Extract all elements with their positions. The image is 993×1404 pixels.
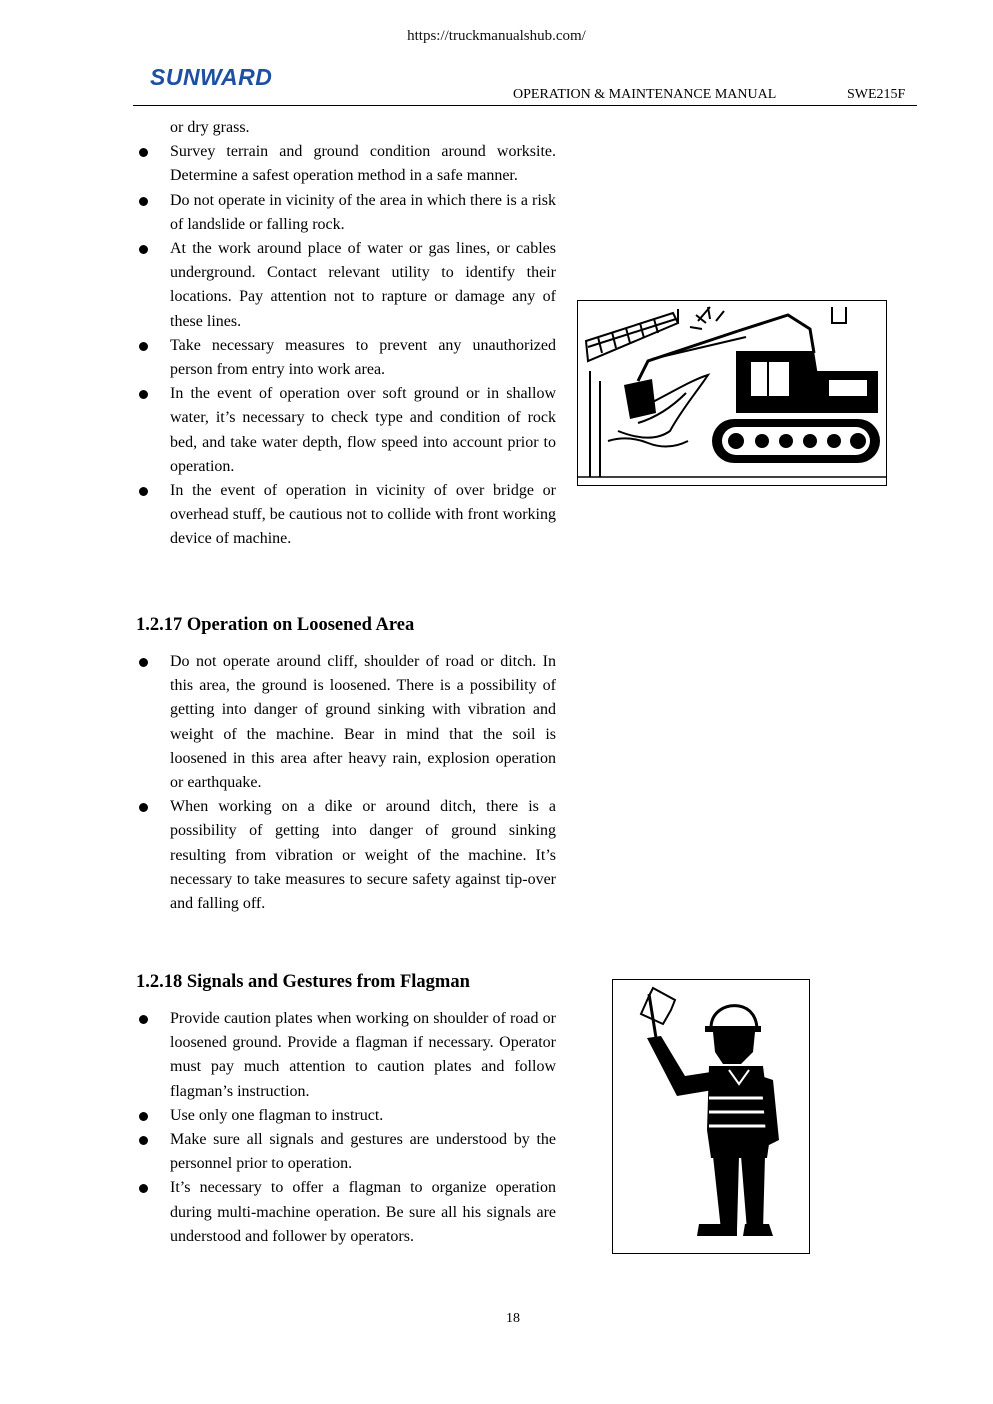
- section-1218-body: [136, 1007, 556, 1249]
- intro-bullet-list: [136, 140, 556, 551]
- bullet-item: In the event of operation over soft ground or in shallow water, it’s necessary to check type and condition of rock bed, and take water depth, flow speed into account prior to operation.: [136, 382, 556, 479]
- bullet-item: Do not operate around cliff, shoulder of road or ditch. In this area, the ground is loosened. There is a possibility of getting into danger of ground sinking with vibration and weight of the machine. Bear in mind that the soil is loosened in this area after heavy rain, explosion operation or earthquake.: [136, 650, 556, 795]
- bullet-item: Use only one flagman to instruct.: [136, 1104, 556, 1128]
- bullet-item: In the event of operation in vicinity of over bridge or overhead stuff, be cautious not to collide with front working device of machine.: [136, 479, 556, 552]
- excavator-drawing: [578, 301, 886, 485]
- page-number: 18: [506, 1311, 520, 1326]
- source-url: https://truckmanualshub.com/: [407, 28, 586, 44]
- bullet-item: It’s necessary to offer a flagman to organize operation during multi-machine operation. Be sure all his signals are understood and follower by operators.: [136, 1176, 556, 1249]
- section-heading-1217: 1.2.17 Operation on Loosened Area: [136, 615, 415, 635]
- section-1218-bullet-list: [136, 1007, 556, 1249]
- section-heading-1218: 1.2.18 Signals and Gestures from Flagman: [136, 972, 470, 992]
- bullet-item: Take necessary measures to prevent any unauthorized person from entry into work area.: [136, 334, 556, 382]
- bullet-item: Do not operate in vicinity of the area in which there is a risk of landslide or falling rock.: [136, 189, 556, 237]
- bullet-item: Make sure all signals and gestures are understood by the personnel prior to operation.: [136, 1128, 556, 1176]
- intro-block: [136, 116, 556, 552]
- bullet-item: Provide caution plates when working on shoulder of road or loosened ground. Provide a flagman if necessary. Operator must pay much attention to caution plates and follow flagman’s instruction.: [136, 1007, 556, 1104]
- excavator-illustration: [577, 300, 887, 486]
- manual-title: OPERATION & MAINTENANCE MANUAL: [513, 87, 777, 102]
- section-1217-body: [136, 650, 556, 916]
- flagman-drawing: [613, 980, 809, 1253]
- continuation-text: or dry grass.: [170, 119, 250, 136]
- bullet-item: Survey terrain and ground condition around worksite. Determine a safest operation method in a safe manner.: [136, 140, 556, 188]
- sunward-logo: SUNWARD: [150, 64, 273, 90]
- flagman-illustration: [612, 979, 810, 1254]
- section-1217-bullet-list: [136, 650, 556, 916]
- bullet-item: When working on a dike or around ditch, there is a possibility of getting into danger of ground sinking resulting from vibration or weight of the machine. It’s necessary to take measures to secure safety against tip-over and falling off.: [136, 795, 556, 916]
- bullet-item: At the work around place of water or gas lines, or cables underground. Contact relevant utility to identify their locations. Pay attention not to rapture or damage any of these lines.: [136, 237, 556, 334]
- header-rule: [133, 105, 917, 106]
- model-number: SWE215F: [847, 87, 906, 102]
